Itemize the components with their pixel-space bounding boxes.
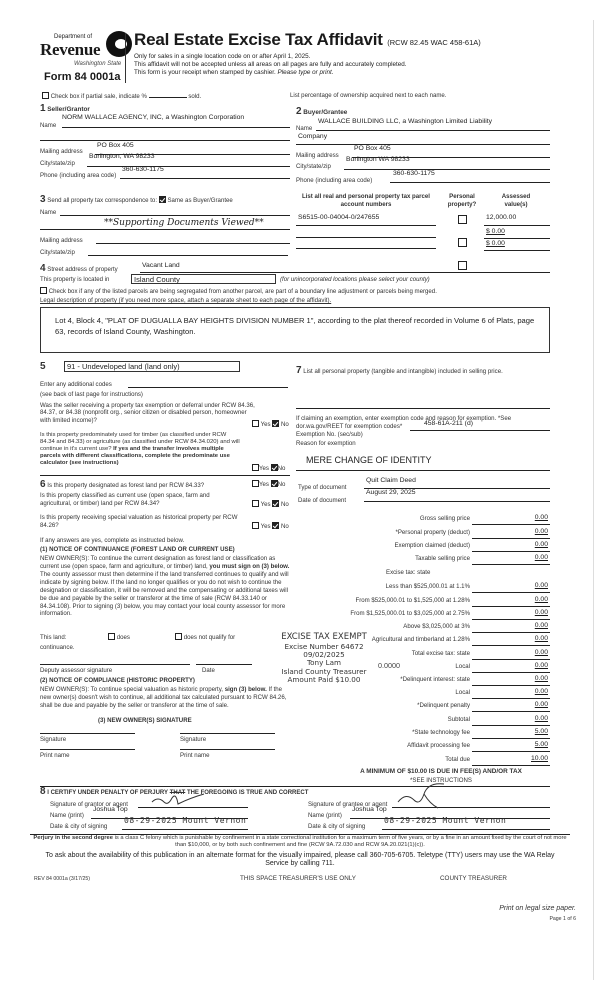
seller-mailing-field[interactable]: PO Box 405 — [97, 142, 134, 149]
q-forest: 6 Is this property designated as forest land per RCW 84.33? — [40, 479, 205, 490]
correspondence-heading: 3 Send all property tax correspondence to: Same as Buyer/Grantee — [40, 194, 233, 205]
doc-type-field[interactable]: Quit Claim Deed — [366, 477, 416, 484]
section5-number: 5 — [40, 361, 46, 372]
deputy-date-line[interactable] — [196, 664, 252, 665]
deputy-signature-label: Deputy assessor signature — [40, 667, 113, 674]
certify-statement: 8 I CERTIFY UNDER PENALTY OF PERJURY THAT THE FOREGOING IS TRUE AND CORRECT — [40, 786, 309, 797]
exemption-no-field[interactable]: 458-61A-211 (d) — [424, 420, 473, 427]
reason-field[interactable]: MERE CHANGE OF IDENTITY — [306, 455, 432, 465]
notice1-title: (1) NOTICE OF CONTINUANCE (FOREST LAND OR CURRENT USE) — [40, 546, 235, 553]
tax-row-gross: Gross selling price 0.00 — [290, 514, 550, 525]
seller-city-label: City/state/zip — [40, 160, 75, 167]
partial-sale-checkbox[interactable] — [42, 92, 49, 99]
signature-label-1: Signature — [40, 736, 67, 743]
total-due-value[interactable]: 10.00 — [530, 755, 548, 762]
grantor-signature-icon — [150, 792, 210, 810]
doc-date-field[interactable]: August 29, 2025 — [366, 489, 416, 496]
personal-property-label: 7 List all personal property (tangible and intangible) included in selling price. — [296, 365, 503, 376]
grantor-sig-label: Signature of grantor or agent — [50, 801, 128, 808]
partial-sale-row: Check box if partial sale, indicate % sold. — [42, 92, 201, 100]
no-checkbox[interactable] — [272, 522, 279, 529]
tax-row-tier4: Above $3,025,000 at 3% 0.00 — [290, 622, 550, 633]
page-indicator: Page 1 of 6 — [549, 916, 576, 922]
does-checkbox[interactable] — [108, 633, 115, 640]
q-current-answer: Yes No — [252, 500, 289, 508]
tier3-value[interactable]: 0.00 — [534, 609, 548, 616]
seller-phone-field[interactable]: 360-630-1175 — [122, 166, 164, 173]
agency-name: Revenue — [40, 40, 101, 59]
tech-fee-value[interactable]: 5.00 — [534, 728, 548, 735]
buyer-mailing-label: Mailing address — [296, 152, 339, 159]
county-label: This property is located in — [40, 276, 110, 283]
q-timber: Is this property predominately used for timber (as classified under RCW 84.34 and 84.33) or agriculture (as classified under RCW 84.34.020) and will continue in it's current use? If yes and the transfer involves multiple parcels with different classifications, complete the predominate use calculator (see instructions) — [40, 432, 240, 467]
new-owner-signature-2[interactable] — [180, 733, 275, 734]
legal-description-field[interactable] — [40, 307, 550, 353]
print-name-label-2: Print name — [180, 752, 210, 759]
print-name-label-1: Print name — [40, 752, 70, 759]
dept-label: Department of — [54, 34, 93, 40]
subtitle-line-1: Only for sales in a single location code on or after April 1, 2025. — [134, 53, 311, 60]
q-exemption: Was the seller receiving a property tax exemption or deferral under RCW 84.36, 84.37, or 84.38 (nonprofit org., senior citizen or disabled person, homeowner with limited income)? — [40, 402, 255, 424]
grantee-signature-icon — [394, 780, 454, 810]
excise-state-label: Excise tax: state — [386, 569, 431, 576]
header-divider — [125, 33, 126, 83]
land-use-select[interactable] — [64, 361, 240, 372]
tax-row-local: 0.0000 Local 0.00 — [290, 662, 550, 673]
no-checkbox[interactable] — [271, 464, 278, 471]
segregate-row: Check box if any of the listed parcels are being segregated from another parcel, are part of a boundary line adjustment or parcels being merged. — [40, 287, 437, 295]
corr-mailing-label: Mailing address — [40, 237, 83, 244]
additional-codes-note: (see back of last page for instructions) — [40, 391, 143, 398]
land-use-value: 91 - Undeveloped land (land only) — [67, 362, 180, 371]
subtitle-line-2: This affidavit will not be accepted unless all areas on all pages are fully and accurately completed. — [134, 61, 407, 69]
parcel-number-field[interactable]: S6515-00-04004-0/247655 — [298, 214, 380, 221]
grantee-name-label: Name (print) — [308, 812, 342, 819]
q-historic-answer: Yes No — [252, 522, 289, 530]
tax-row-delinq-state: *Delinquent interest: state 0.00 — [290, 675, 550, 686]
continuance-label: continuance. — [40, 644, 75, 651]
exemption-label: If claiming an exemption, enter exemption code and reason for exemption. *See dor.wa.gov/REET for exemption codes* — [296, 415, 512, 430]
tax-row-delinq-local: Local 0.00 — [290, 688, 550, 699]
deputy-date-label: Date — [202, 667, 215, 674]
seller-name-label: Name — [40, 122, 57, 129]
county-value: Island County — [134, 275, 180, 284]
title-citation: (RCW 82.45 WAC 458-61A) — [387, 38, 481, 47]
subtitle-line-3: This form is your receipt when stamped by cashier. Please type or print. — [134, 69, 334, 77]
print-legal-note: Print on legal size paper. — [499, 905, 576, 912]
page-title — [134, 30, 481, 50]
deputy-signature-line[interactable] — [40, 664, 190, 665]
yes-checkbox[interactable] — [252, 480, 259, 487]
alt-format-note: To ask about the availability of this publication in an alternate format for the visually impaired, please call 360-705-6705. Teletype (TTY) users may use the WA Relay Service by calling 711. — [45, 852, 555, 868]
additional-codes-label: Enter any additional codes — [40, 381, 112, 388]
grantor-date-field[interactable]: 08-29-2025 Mount Vernon — [124, 816, 247, 825]
tax-row-penalty: *Delinquent penalty 0.00 — [290, 701, 550, 712]
grantee-date-label: Date & city of signing — [308, 823, 366, 830]
tax-row-tier1: Less than $525,000.01 at 1.1% 0.00 — [290, 582, 550, 593]
does-not-option: does not qualify for — [175, 633, 235, 641]
form-number: Form 84 0001a — [44, 71, 121, 83]
personal-property-checkbox[interactable] — [458, 238, 467, 247]
buyer-name-field[interactable]: WALLACE BUILDING LLC, a Washington Limited Liability — [318, 118, 493, 125]
this-land-label: This land: — [40, 634, 67, 641]
grantee-name-field[interactable]: Joshua Top — [352, 806, 387, 813]
reason-label: Reason for exemption — [296, 440, 356, 447]
yes-checkbox[interactable] — [252, 420, 259, 427]
buyer-phone-field[interactable]: 360-630-1175 — [393, 170, 435, 177]
no-checkbox[interactable] — [271, 480, 278, 487]
new-owner-print-2[interactable] — [180, 749, 275, 750]
buyer-city-field[interactable]: Burlington WA 98233 — [346, 156, 410, 163]
legal-description-label: Legal description of property (if you need more space, attach a separate sheet to each page of the affidavit). — [40, 297, 332, 304]
assessed-value-field[interactable]: $ 0.00 — [486, 228, 505, 235]
header-subtitle — [134, 53, 407, 78]
doc-type-label: Type of document — [298, 484, 347, 491]
tax-row-tier2: From $525,000.01 to $1,525,000 at 1.28% 0.00 — [290, 596, 550, 607]
if-yes-note: If any answers are yes, complete as instructed below. — [40, 537, 185, 544]
tax-row-total-state: Total excise tax: state 0.00 — [290, 649, 550, 660]
ownership-note: List percentage of ownership acquired next to each name. — [290, 92, 447, 99]
tier4-value[interactable]: 0.00 — [534, 622, 548, 629]
notice3-title: (3) NEW OWNER(S) SIGNATURE — [98, 717, 192, 724]
yes-checkbox[interactable] — [252, 500, 259, 507]
agri-value[interactable]: 0.00 — [534, 635, 548, 642]
grantor-name-label: Name (print) — [50, 812, 84, 819]
tier2-value[interactable]: 0.00 — [534, 596, 548, 603]
street-label: 4 Street address of property — [40, 263, 118, 274]
tax-row-subtotal: Subtotal 0.00 — [290, 715, 550, 726]
gross-value[interactable]: 0.00 — [534, 514, 548, 521]
tax-row-taxable: Taxable selling price 0.00 — [290, 554, 550, 565]
grantee-sig-label: Signature of grantee or agent — [308, 801, 388, 808]
tier1-value[interactable]: 0.00 — [534, 582, 548, 589]
treasurer-stamp: EXCISE TAX EXEMPT Excise Number 64672 09/02/2025 Tony Lam Island County Treasurer Amount Paid $10.00 — [281, 632, 367, 684]
seller-phone-label: Phone (including area code) — [40, 172, 117, 179]
personal-property-input[interactable] — [296, 408, 550, 409]
segregate-checkbox[interactable] — [40, 287, 47, 294]
no-checkbox[interactable] — [272, 500, 279, 507]
same-as-buyer-checkbox[interactable] — [159, 196, 166, 203]
q-timber-answer: Yes No — [252, 464, 285, 472]
q-historic: Is this property receiving special valuation as historical property per RCW 84.26? — [40, 514, 238, 529]
buyer-name-label: Name — [296, 125, 313, 132]
tax-row-tier3: From $1,525,000.01 to $3,025,000 at 2.75% 0.00 — [290, 609, 550, 620]
assessed-col-header: Assessed value(s) — [501, 193, 531, 208]
buyer-phone-label: Phone (including area code) — [296, 177, 373, 184]
title-text: Real Estate Excise Tax Affidavit — [134, 30, 383, 49]
notice2-text: NEW OWNER(S): To continue special valuation as historic property, sign (3) below. If the new owner(s) doesn't wish to continue, all additional tax calculated pursuant to RCW 84.26, shall be due and payable by the seller or transferor at the time of sale. — [40, 686, 287, 709]
assessed-value-field[interactable]: $ 0.00 — [486, 240, 505, 247]
grantee-date-field[interactable]: 08-29-2025 Mount Vernon — [384, 816, 507, 825]
penalty-value[interactable]: 0.00 — [534, 701, 548, 708]
personal-col-header: Personal property? — [447, 193, 477, 208]
page-edge — [593, 20, 594, 980]
notice1-text: NEW OWNER(S): To continue the current designation as forest land or classification as current use (open space, farm and agriculture, or timber) land, you must sign on (3) below. The county assessor must then determine if the land transferred continues to qualify and will indicate by signing below. If the land no longer qualifies or you do not wish to continue the designation or classification, it will be removed and the compensating or additional taxes will be due and payable by the seller or transferor at the time of sale (RCW 84.33.140 or 84.34.108). Prior to signing (3) below, you may contact your local county assessor for more information. — [40, 555, 290, 618]
parcel-col-header: List all real and personal property tax parcel account numbers — [301, 193, 430, 208]
delinq-state-value[interactable]: 0.00 — [534, 675, 548, 682]
tax-row-total-due: Total due 10.00 — [290, 755, 550, 766]
q-current-use: Is this property classified as current use (open space, farm and agricultural, or timber) land per RCW 84.34? — [40, 492, 210, 507]
seller-name-field[interactable]: NORM WALLACE AGENCY, INC, a Washington Corporation — [62, 114, 245, 121]
state-label: Washington State — [74, 61, 122, 67]
buyer-mailing-field[interactable]: PO Box 405 — [354, 145, 391, 152]
grantor-name-field[interactable]: Joshua Top — [93, 806, 128, 813]
grantor-date-label: Date & city of signing — [50, 823, 108, 830]
q-forest-answer: Yes No — [252, 480, 285, 488]
delinq-local-value[interactable]: 0.00 — [534, 688, 548, 695]
local-value[interactable]: 0.00 — [534, 662, 548, 669]
buyer-city-label: City/state/zip — [296, 163, 331, 170]
corr-city-label: City/state/zip — [40, 249, 75, 256]
legal-description-text: Lot 4, Block 4, "PLAT OF DUGUALLA BAY HEIGHTS DIVISION NUMBER 1", according to the plat thereof recorded in Volume 6 of Plats, page 63, records of Island County, Washington. — [55, 316, 535, 336]
no-checkbox[interactable] — [272, 420, 279, 427]
tax-row-tech-fee: *State technology fee 5.00 — [290, 728, 550, 739]
buyer-heading: 2 Buyer/Grantee — [296, 106, 348, 117]
county-note: (for unincorporated locations please select your county) — [280, 276, 430, 283]
total-state-value[interactable]: 0.00 — [534, 649, 548, 656]
does-option: does — [108, 633, 130, 641]
tax-row-affidavit-fee: Affidavit processing fee 5.00 — [290, 741, 550, 752]
rev-number: REV 84 0001a (3/17/25) — [34, 876, 90, 882]
additional-codes-input[interactable] — [128, 387, 288, 388]
perjury-warning: Perjury in the second degree is a class C felony which is punishable by confinement in a state correctional institution for a maximum term of five years, or by a fine in an amount fixed by the court of not more than $10,000, or by both such confinement and fine (RCW 9A.72.030 and RCW 9A.20.021(1)(c)). — [33, 835, 567, 849]
see-instructions: *SEE INSTRUCTIONS — [410, 777, 472, 784]
personal-property-checkbox[interactable] — [458, 261, 467, 270]
exemption-no-label: Exemption No. (sec/sub) — [296, 431, 363, 438]
taxable-value[interactable]: 0.00 — [534, 554, 548, 561]
county-treasurer-label: COUNTY TREASURER — [440, 875, 507, 882]
tax-row-agri: Agricultural and timberland at 1.28% 0.00 — [290, 635, 550, 646]
partial-sale-percent-input[interactable] — [149, 97, 187, 98]
doc-date-label: Date of document — [298, 497, 347, 504]
subtotal-value[interactable]: 0.00 — [534, 715, 548, 722]
seller-city-field[interactable]: Burlington, WA 98233 — [89, 153, 155, 160]
revenue-logo-icon — [106, 31, 132, 57]
treasurer-use-label: THIS SPACE TREASURER'S USE ONLY — [240, 875, 356, 882]
q-exemption-answer: Yes No — [252, 420, 289, 428]
notice2-title: (2) NOTICE OF COMPLIANCE (HISTORIC PROPERTY) — [40, 677, 195, 684]
yes-checkbox[interactable] — [252, 464, 259, 471]
new-owner-print-1[interactable] — [40, 749, 135, 750]
tax-row-exemption: Exemption claimed (deduct) 0.00 — [290, 541, 550, 552]
county-select[interactable] — [131, 274, 276, 284]
personal-value[interactable]: 0.00 — [534, 528, 548, 535]
assessed-value-field[interactable]: 12,000.00 — [486, 214, 517, 221]
seller-mailing-label: Mailing address — [40, 148, 83, 155]
new-owner-signature-1[interactable] — [40, 733, 135, 734]
buyer-name-line2-field[interactable]: Company — [298, 133, 328, 140]
minimum-note: A MINIMUM OF $10.00 IS DUE IN FEE(S) AND/OR TAX — [360, 768, 522, 775]
affidavit-fee-value[interactable]: 5.00 — [534, 741, 548, 748]
corr-name-note: **Supporting Documents Viewed** — [104, 218, 264, 228]
street-address-field[interactable]: Vacant Land — [142, 262, 180, 269]
does-not-checkbox[interactable] — [175, 633, 182, 640]
signature-label-2: Signature — [180, 736, 207, 743]
corr-name-label: Name — [40, 209, 57, 216]
personal-property-checkbox[interactable] — [458, 215, 467, 224]
local-rate: 0.0000 — [378, 661, 400, 670]
tax-row-personal: *Personal property (deduct) 0.00 — [290, 528, 550, 539]
seller-heading: 1 Seller/Grantor — [40, 103, 90, 114]
exemption-value[interactable]: 0.00 — [534, 541, 548, 548]
yes-checkbox[interactable] — [252, 522, 259, 529]
